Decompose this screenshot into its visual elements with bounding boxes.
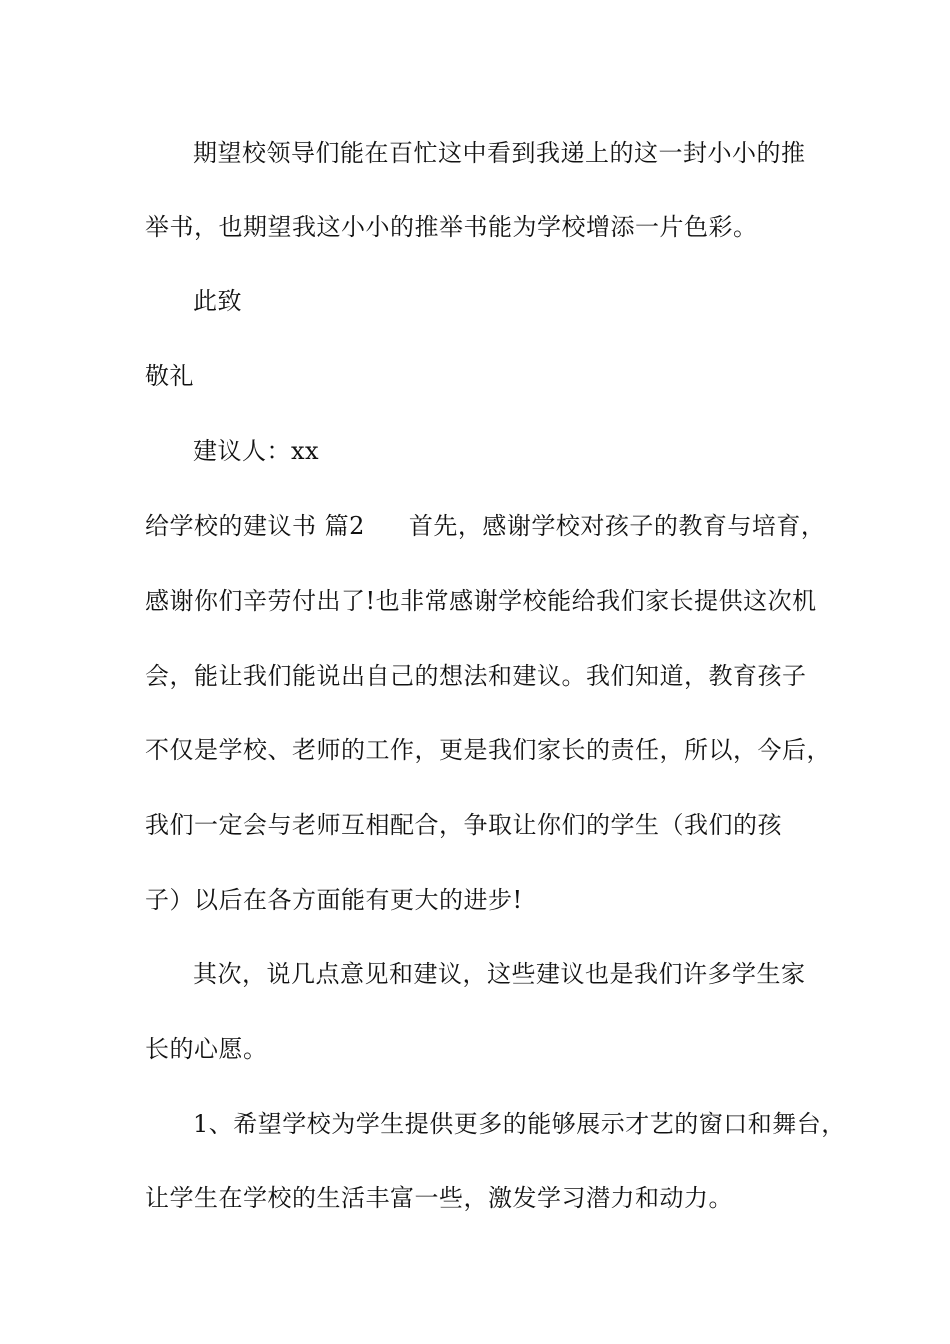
section2-first-line: 首先，感谢学校对孩子的教育与培育，	[408, 512, 826, 540]
closing-paragraph-line-1: 期望校领导们能在百忙这中看到我递上的这一封小小的推	[193, 139, 806, 167]
section2-heading-line	[145, 511, 825, 541]
closing-paragraph-line-2: 举书，也期望我这小小的推举书能为学校增添一片色彩。	[145, 213, 758, 241]
paragraph1-line-3: 不仅是学校、老师的工作，更是我们家长的责任，所以，今后，	[145, 736, 831, 764]
paragraph3-line-2: 让学生在学校的生活丰富一些，激发学习潜力和动力。	[145, 1184, 733, 1212]
paragraph2-line-2: 长的心愿。	[145, 1035, 268, 1063]
paragraph2-line-1: 其次，说几点意见和建议，这些建议也是我们许多学生家	[193, 960, 806, 988]
salutation-jing-li: 敬礼	[145, 362, 194, 390]
salutation-ci-zhi: 此致	[193, 287, 242, 315]
paragraph1-line-1: 感谢你们辛劳付出了!也非常感谢学校能给我们家长提供这次机	[145, 587, 817, 615]
paragraph1-line-4: 我们一定会与老师互相配合，争取让你们的学生（我们的孩	[145, 811, 782, 839]
paragraph1-line-5: 子）以后在各方面能有更大的进步!	[145, 886, 523, 914]
paragraph3-line-1: 1、希望学校为学生提供更多的能够展示才艺的窗口和舞台，	[193, 1110, 846, 1138]
section2-title: 给学校的建议书 篇2	[145, 512, 365, 540]
paragraph1-line-2: 会，能让我们能说出自己的想法和建议。我们知道，教育孩子	[145, 662, 807, 690]
signature-line: 建议人：xx	[193, 437, 320, 465]
